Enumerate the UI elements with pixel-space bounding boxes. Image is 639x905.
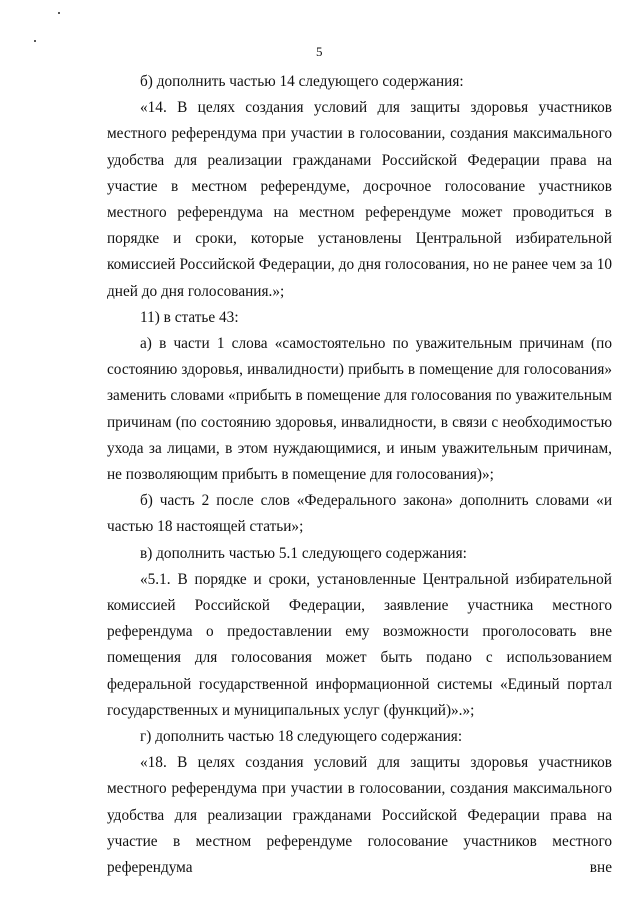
scan-speck	[58, 12, 60, 14]
paragraph-amendment-b: б) дополнить частью 14 следующего содержания:	[140, 73, 464, 90]
page-number: 5	[316, 44, 323, 59]
paragraph-part-18: «18. В целях создания условий для защиты здоровья участников местного референдума при участии в голосовании, создания максимального удобства для реализации гражданами Российской Федерации права на участие в местном референдуме голосование участников местного референдума вне	[107, 754, 612, 877]
paragraph-amendment-v: в) дополнить частью 5.1 следующего содержания:	[140, 544, 467, 562]
paragraph-part-14: «14. В целях создания условий для защиты здоровья участников местного референдума при участии в голосовании, создания максимального удобства для реализации гражданами Российской Федерации права на участие в местном референдуме, досрочное голосование участников местного референдума на местном референдуме может проводиться в порядке и сроки, которые установлены Центральной избирательной комиссией Российской Федерации, до дня голосования, но не ранее чем за 10 дней до дня голосования.»;	[107, 99, 612, 300]
paragraph-amendment-g: г) дополнить частью 18 следующего содержания:	[140, 728, 463, 746]
paragraph-article-43: 11) в статье 43:	[140, 308, 239, 326]
document-body	[107, 69, 612, 881]
paragraph-part-5-1: «5.1. В порядке и сроки, установленные Центральной избирательной комиссией Российской Федерации, заявление участника местного референдума о предоставлении ему возможности проголосовать вне помещения для голосования может быть подано с использованием федеральной государственной информационной системы «Единый портал государственных и муниципальных услуг (функций)».»;	[107, 570, 612, 719]
scan-speck	[34, 40, 36, 42]
paragraph-amendment-b2: б) часть 2 после слов «Федерального закона» дополнить словами «и частью 18 настоящей статьи»;	[107, 492, 612, 536]
paragraph-amendment-a: а) в части 1 слова «самостоятельно по уважительным причинам (по состоянию здоровья, инвалидности) прибыть в помещение для голосования» заменить словами «прибыть в помещение для голосования по уважительным причинам (по состоянию здоровья, инвалидности, в связи с необходимостью ухода за лицами, в этом нуждающимися, и иным уважительным причинам, не позволяющим прибыть в помещение для голосования)»;	[107, 335, 612, 484]
